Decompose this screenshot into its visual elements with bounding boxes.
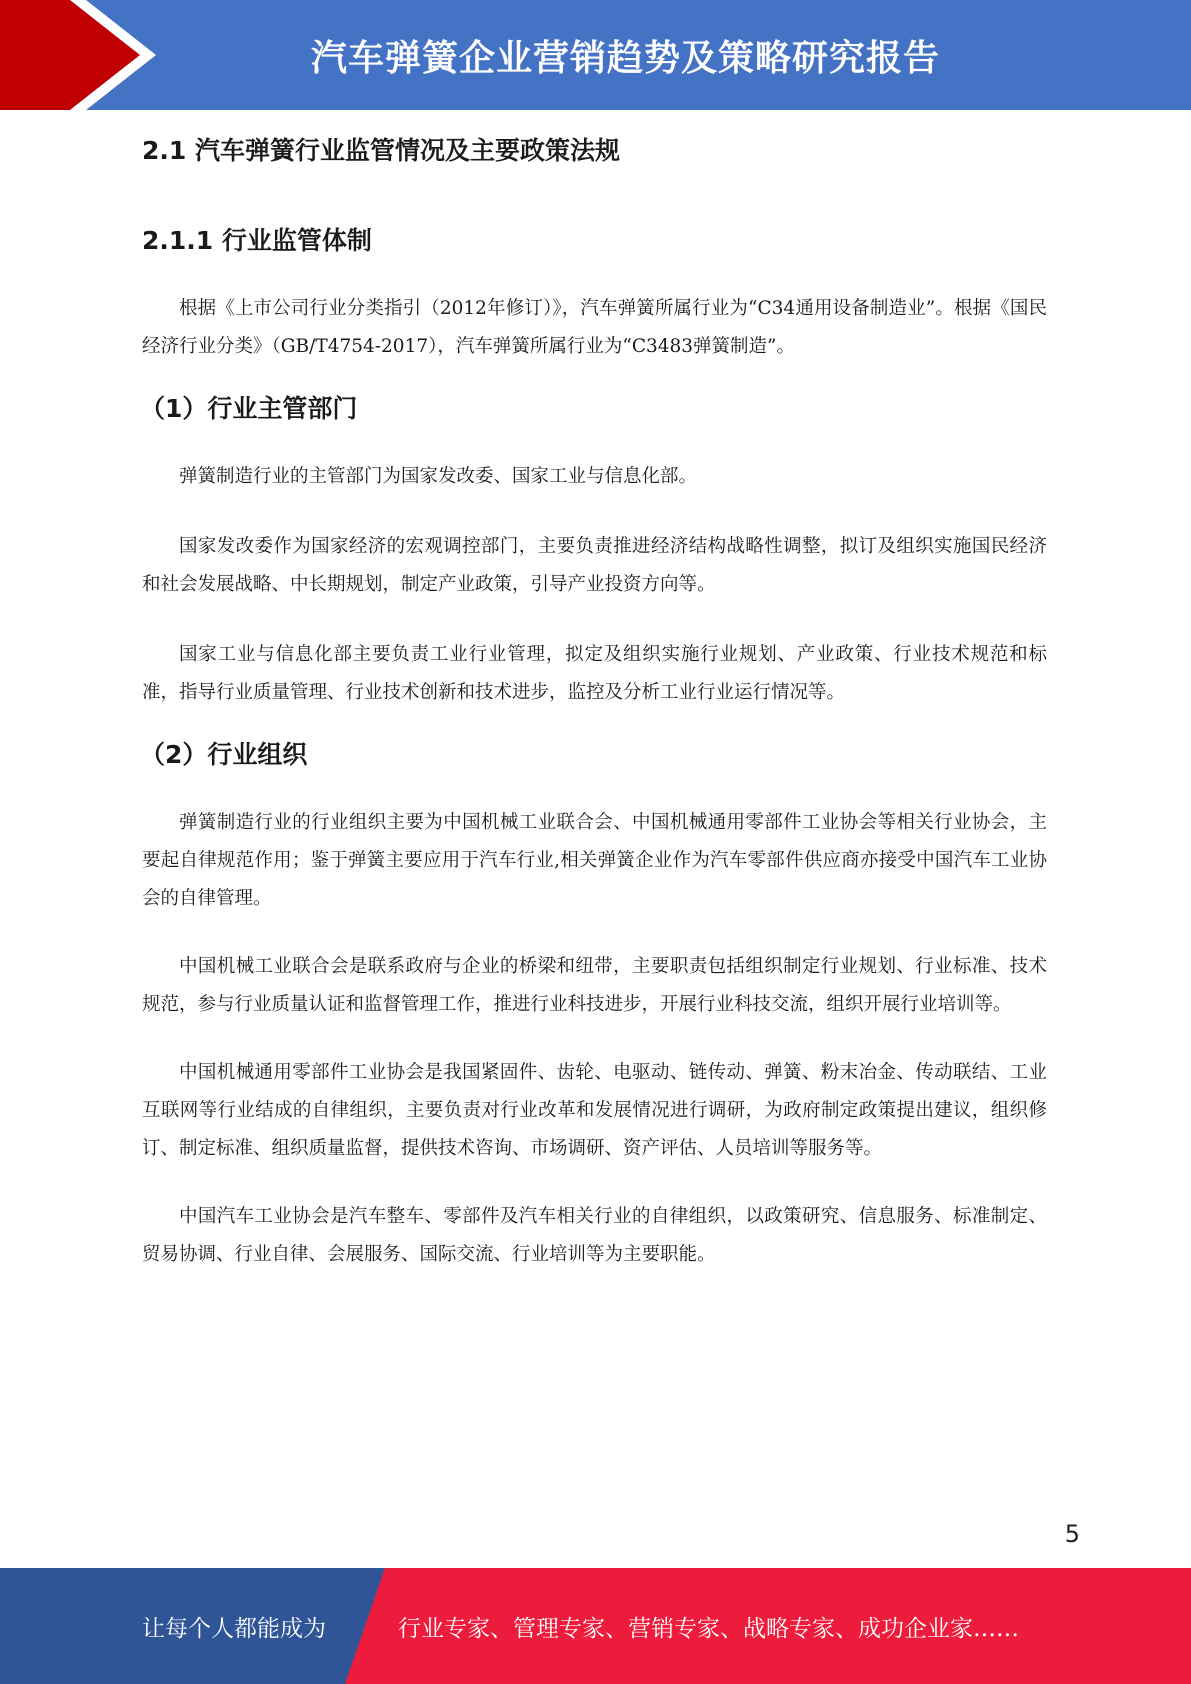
paragraph: 中国机械通用零部件工业协会是我国紧固件、齿轮、电驱动、链传动、弹簧、粉末冶金、传动联结、工业互联网等行业结成的自律组织，主要负责对行业改革和发展情况进行调研，为政府制定政策提出建议，组织修订、制定标准、组织质量监督，提供技术咨询、市场调研、资产评估、人员培训等服务等。 bbox=[142, 1062, 1047, 1159]
section-heading: 2.1 汽车弹簧行业监管情况及主要政策法规 bbox=[142, 136, 620, 165]
paragraph: 弹簧制造行业的主管部门为国家发改委、国家工业与信息化部。 bbox=[179, 466, 698, 487]
page-number: 5 bbox=[1064, 1520, 1080, 1548]
intro-paragraph: 根据《上市公司行业分类指引（2012年修订）》，汽车弹簧所属行业为“C34通用设备制造业”。根据《国民经济行业分类》（GB/T4754-2017），汽车弹簧所属行业为“C3483弹簧制造”。 bbox=[142, 298, 1047, 357]
document-body bbox=[142, 128, 1047, 1274]
footer-slogan-left: 让每个人都能成为 bbox=[142, 1615, 326, 1642]
part-heading-authority: （1）行业主管部门 bbox=[140, 394, 358, 423]
part-heading-organization: （2）行业组织 bbox=[140, 740, 308, 769]
paragraph: 国家工业与信息化部主要负责工业行业管理，拟定及组织实施行业规划、产业政策、行业技术规范和标准，指导行业质量管理、行业技术创新和技术进步，监控及分析工业行业运行情况等。 bbox=[142, 644, 1047, 703]
page-footer bbox=[0, 1568, 1191, 1684]
subsection-heading: 2.1.1 行业监管体制 bbox=[142, 226, 372, 255]
paragraph: 中国机械工业联合会是联系政府与企业的桥梁和纽带，主要职责包括组织制定行业规划、行业标准、技术规范，参与行业质量认证和监督管理工作，推进行业科技进步，开展行业科技交流，组织开展行业培训等。 bbox=[142, 956, 1047, 1015]
paragraph: 国家发改委作为国家经济的宏观调控部门，主要负责推进经济结构战略性调整，拟订及组织实施国民经济和社会发展战略、中长期规划，制定产业政策，引导产业投资方向等。 bbox=[142, 536, 1047, 595]
paragraph: 中国汽车工业协会是汽车整车、零部件及汽车相关行业的自律组织，以政策研究、信息服务、标准制定、贸易协调、行业自律、会展服务、国际交流、行业培训等为主要职能。 bbox=[142, 1206, 1047, 1265]
paragraph: 弹簧制造行业的行业组织主要为中国机械工业联合会、中国机械通用零部件工业协会等相关行业协会，主要起自律规范作用；鉴于弹簧主要应用于汽车行业,相关弹簧企业作为汽车零部件供应商亦接受中国汽车工业协会的自律管理。 bbox=[142, 812, 1047, 909]
footer-slogan-right: 行业专家、管理专家、营销专家、战略专家、成功企业家…… bbox=[398, 1615, 1019, 1642]
report-title: 汽车弹簧企业营销趋势及策略研究报告 bbox=[310, 37, 940, 79]
page-header bbox=[0, 0, 1191, 110]
